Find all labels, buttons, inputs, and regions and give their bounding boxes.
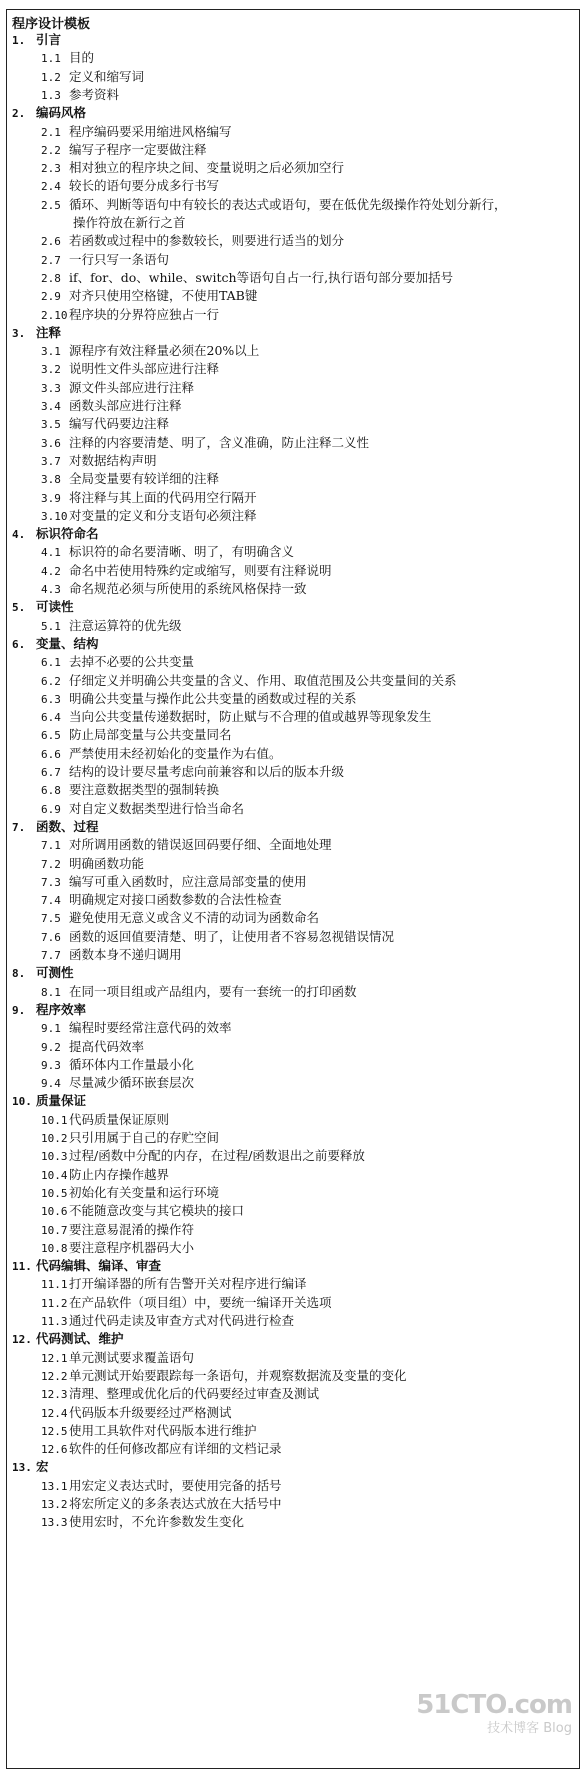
item-number: 13.2 bbox=[41, 1498, 68, 1511]
item-text: 仔细定义并明确公共变量的含义、作用、取值范围及公共变量间的关系 bbox=[69, 673, 457, 688]
section-heading bbox=[12, 527, 99, 542]
item-text: 可测性 bbox=[36, 965, 74, 980]
item-number: 1. bbox=[12, 34, 26, 47]
item-text: 代码质量保证原则 bbox=[69, 1112, 170, 1127]
item-number: 7.7 bbox=[41, 949, 61, 962]
section-heading bbox=[12, 33, 61, 48]
item-text: 清理、整理或优化后的代码要经过审查及测试 bbox=[69, 1386, 320, 1401]
item-number: 11. bbox=[12, 1260, 32, 1273]
item-text: 源文件头部应进行注释 bbox=[69, 380, 195, 395]
list-item bbox=[41, 1314, 294, 1329]
item-text: 软件的任何修改都应有详细的文档记录 bbox=[69, 1441, 282, 1456]
item-number: 12.2 bbox=[41, 1370, 68, 1383]
item-number: 13.3 bbox=[41, 1516, 68, 1529]
item-text: 明确函数功能 bbox=[69, 856, 145, 871]
list-item bbox=[41, 857, 144, 872]
watermark-logo: 51CTO.com bbox=[416, 1690, 572, 1720]
item-text: 去掉不必要的公共变量 bbox=[69, 654, 195, 669]
item-number: 10.3 bbox=[41, 1150, 68, 1163]
item-text: 明确规定对接口函数参数的合法性检查 bbox=[69, 892, 282, 907]
item-number: 6. bbox=[12, 638, 26, 651]
item-text: 目的 bbox=[69, 50, 95, 65]
item-number: 7.1 bbox=[41, 839, 61, 852]
item-text: 严禁使用未经初始化的变量作为右值。 bbox=[69, 746, 282, 761]
item-text: 循环体内工作量最小化 bbox=[69, 1057, 195, 1072]
item-number: 3. bbox=[12, 327, 26, 340]
item-number: 12. bbox=[12, 1333, 32, 1346]
item-text: 命名规范必须与所使用的系统风格保持一致 bbox=[69, 581, 307, 596]
item-number: 3.1 bbox=[41, 345, 61, 358]
item-text: 对变量的定义和分支语句必须注释 bbox=[69, 508, 257, 523]
item-number: 13.1 bbox=[41, 1480, 68, 1493]
item-text: 全局变量要有较详细的注释 bbox=[69, 471, 220, 486]
item-number: 4.1 bbox=[41, 546, 61, 559]
section-heading bbox=[12, 600, 74, 615]
list-item bbox=[41, 1515, 244, 1530]
list-item bbox=[41, 70, 144, 85]
item-number: 6.5 bbox=[41, 729, 61, 742]
item-number: 6.1 bbox=[41, 656, 61, 669]
document-title: 程序设计模板 bbox=[12, 17, 91, 32]
item-text: 在同一项目组或产品组内，要有一套统一的打印函数 bbox=[69, 984, 357, 999]
item-text: 参考资料 bbox=[69, 87, 120, 102]
item-text: 可读性 bbox=[36, 599, 74, 614]
item-text: 要注意程序机器码大小 bbox=[69, 1240, 195, 1255]
list-item bbox=[41, 1497, 282, 1512]
item-number: 6.2 bbox=[41, 675, 61, 688]
item-text: 循环、判断等语句中有较长的表达式或语句，要在低优先级操作符处划分新行， bbox=[69, 197, 507, 212]
section-heading bbox=[12, 637, 99, 652]
item-number: 12.5 bbox=[41, 1425, 68, 1438]
item-number: 2.9 bbox=[41, 290, 61, 303]
item-text: 程序块的分界符应独占一行 bbox=[69, 307, 220, 322]
list-item bbox=[41, 655, 194, 670]
item-text: 注释的内容要清楚、明了，含义准确，防止注释二义性 bbox=[69, 435, 370, 450]
item-text: 不能随意改变与其它模块的接口 bbox=[69, 1203, 245, 1218]
list-item bbox=[41, 179, 219, 194]
list-item-continuation bbox=[41, 216, 186, 230]
list-item bbox=[41, 51, 94, 66]
item-text: 编程时要经常注意代码的效率 bbox=[69, 1020, 232, 1035]
list-item bbox=[41, 765, 344, 780]
item-number: 10.7 bbox=[41, 1224, 68, 1237]
list-item bbox=[41, 1406, 232, 1421]
item-text: 程序编码要采用缩进风格编写 bbox=[69, 124, 232, 139]
list-item bbox=[41, 381, 194, 396]
item-number: 10.4 bbox=[41, 1169, 68, 1182]
list-item bbox=[41, 545, 294, 560]
item-text: 相对独立的程序块之间、变量说明之后必须加空行 bbox=[69, 160, 345, 175]
watermark bbox=[416, 1690, 572, 1736]
item-text: 标识符的命名要清晰、明了，有明确含义 bbox=[69, 544, 295, 559]
item-number: 12.3 bbox=[41, 1388, 68, 1401]
item-text: 对自定义数据类型进行恰当命名 bbox=[69, 801, 245, 816]
item-number: 5. bbox=[12, 601, 26, 614]
list-item bbox=[41, 234, 344, 249]
item-number: 3.8 bbox=[41, 473, 61, 486]
item-number: 2.4 bbox=[41, 180, 61, 193]
list-item bbox=[41, 619, 182, 634]
item-number: 6.3 bbox=[41, 693, 61, 706]
list-item bbox=[41, 674, 457, 689]
item-number: 5.1 bbox=[41, 620, 61, 633]
watermark-caption: 技术博客 Blog bbox=[487, 1721, 572, 1736]
section-heading bbox=[12, 1332, 124, 1347]
list-item bbox=[41, 289, 257, 304]
list-item bbox=[41, 802, 244, 817]
item-text: 在产品软件（项目组）中，要统一编译开关选项 bbox=[69, 1295, 332, 1310]
item-number: 2.7 bbox=[41, 254, 61, 267]
item-number: 3.5 bbox=[41, 418, 61, 431]
item-number: 4.3 bbox=[41, 583, 61, 596]
list-item bbox=[41, 948, 182, 963]
item-text: 明确公共变量与操作此公共变量的函数或过程的关系 bbox=[69, 691, 357, 706]
item-text: 过程/函数中分配的内存，在过程/函数退出之前要释放 bbox=[69, 1148, 365, 1163]
item-text: 若函数或过程中的参数较长，则要进行适当的划分 bbox=[69, 233, 345, 248]
item-number: 9. bbox=[12, 1004, 26, 1017]
item-number: 7.6 bbox=[41, 931, 61, 944]
item-number: 6.9 bbox=[41, 803, 61, 816]
item-number: 2. bbox=[12, 107, 26, 120]
list-item bbox=[41, 1186, 219, 1201]
item-text: 代码版本升级要经过严格测试 bbox=[69, 1405, 232, 1420]
list-item bbox=[41, 1351, 194, 1366]
list-item bbox=[41, 472, 219, 487]
item-number: 10.2 bbox=[41, 1132, 68, 1145]
item-number: 3.3 bbox=[41, 382, 61, 395]
list-item bbox=[41, 509, 257, 524]
item-text: 用宏定义表达式时，要使用完备的括号 bbox=[69, 1478, 282, 1493]
section-heading bbox=[12, 106, 86, 121]
list-item bbox=[41, 911, 319, 926]
list-item bbox=[41, 1021, 232, 1036]
item-number: 1.1 bbox=[41, 52, 61, 65]
list-item bbox=[41, 1131, 219, 1146]
document-frame bbox=[6, 9, 580, 1769]
list-item bbox=[41, 1113, 169, 1128]
item-number: 10. bbox=[12, 1095, 32, 1108]
item-text: 对数据结构声明 bbox=[69, 453, 157, 468]
item-text: 函数的返回值要清楚、明了，让使用者不容易忽视错误情况 bbox=[69, 929, 395, 944]
item-number: 13. bbox=[12, 1461, 32, 1474]
item-text: 防止内存操作越界 bbox=[69, 1167, 170, 1182]
list-item bbox=[41, 728, 232, 743]
item-text: 引言 bbox=[36, 32, 62, 47]
item-text: 只引用属于自己的存贮空间 bbox=[69, 1130, 220, 1145]
item-number: 2.1 bbox=[41, 126, 61, 139]
item-text: 编码风格 bbox=[36, 105, 87, 120]
item-text: 打开编译器的所有告警开关对程序进行编译 bbox=[69, 1276, 307, 1291]
list-item bbox=[41, 362, 219, 377]
item-number: 3.10 bbox=[41, 510, 68, 523]
item-number: 4. bbox=[12, 528, 26, 541]
list-item bbox=[41, 564, 332, 579]
list-item bbox=[41, 399, 182, 414]
list-item bbox=[41, 1204, 244, 1219]
item-text: 函数本身不递归调用 bbox=[69, 947, 182, 962]
item-number: 8.1 bbox=[41, 986, 61, 999]
list-item bbox=[41, 930, 394, 945]
item-number: 6.7 bbox=[41, 766, 61, 779]
item-text: 较长的语句要分成多行书写 bbox=[69, 178, 220, 193]
section-heading bbox=[12, 1460, 49, 1475]
item-text: 通过代码走读及审查方式对代码进行检查 bbox=[69, 1313, 295, 1328]
list-item bbox=[41, 783, 219, 798]
item-number: 6.8 bbox=[41, 784, 61, 797]
item-text: 函数头部应进行注释 bbox=[69, 398, 182, 413]
item-text: 一行只写一条语句 bbox=[69, 252, 170, 267]
list-item bbox=[41, 582, 307, 597]
item-number: 7.4 bbox=[41, 894, 61, 907]
item-number: 3.6 bbox=[41, 437, 61, 450]
item-number: 9.1 bbox=[41, 1022, 61, 1035]
item-number: 10.8 bbox=[41, 1242, 68, 1255]
list-item bbox=[41, 1277, 307, 1292]
item-text: 使用工具软件对代码版本进行维护 bbox=[69, 1423, 257, 1438]
item-text: 将注释与其上面的代码用空行隔开 bbox=[69, 490, 257, 505]
list-item bbox=[41, 344, 259, 359]
item-text: 注释 bbox=[36, 325, 62, 340]
item-number: 2.2 bbox=[41, 144, 61, 157]
item-number: 8. bbox=[12, 967, 26, 980]
item-number: 9.4 bbox=[41, 1077, 61, 1090]
list-item bbox=[41, 161, 344, 176]
item-number: 12.1 bbox=[41, 1352, 68, 1365]
item-number: 4.2 bbox=[41, 565, 61, 578]
list-item bbox=[41, 271, 453, 286]
list-item bbox=[41, 454, 157, 469]
item-text: 质量保证 bbox=[36, 1093, 87, 1108]
list-item bbox=[41, 1387, 319, 1402]
list-item bbox=[41, 985, 357, 1000]
item-text: 函数、过程 bbox=[36, 819, 99, 834]
item-text: 注意运算符的优先级 bbox=[69, 618, 182, 633]
item-number: 3.7 bbox=[41, 455, 61, 468]
item-number: 11.2 bbox=[41, 1297, 68, 1310]
item-text: 说明性文件头部应进行注释 bbox=[69, 361, 220, 376]
item-text: 避免使用无意义或含义不清的动词为函数命名 bbox=[69, 910, 320, 925]
item-number: 1.2 bbox=[41, 71, 61, 84]
item-number: 10.5 bbox=[41, 1187, 68, 1200]
item-number: 9.3 bbox=[41, 1059, 61, 1072]
list-item bbox=[41, 1241, 194, 1256]
item-number: 3.9 bbox=[41, 492, 61, 505]
section-heading bbox=[12, 326, 61, 341]
item-number: 2.8 bbox=[41, 272, 61, 285]
item-number: 7.2 bbox=[41, 858, 61, 871]
item-number: 2.3 bbox=[41, 162, 61, 175]
item-number: 10.6 bbox=[41, 1205, 68, 1218]
list-item bbox=[41, 88, 119, 103]
item-number: 7. bbox=[12, 821, 26, 834]
item-number: 2.6 bbox=[41, 235, 61, 248]
item-text: 要注意易混淆的操作符 bbox=[69, 1222, 195, 1237]
list-item bbox=[41, 838, 332, 853]
item-text: 单元测试开始要跟踪每一条语句，并观察数据流及变量的变化 bbox=[69, 1368, 407, 1383]
list-item bbox=[41, 893, 282, 908]
list-item bbox=[41, 1296, 332, 1311]
item-text: 操作符放在新行之首 bbox=[73, 215, 186, 230]
item-text: 源程序有效注释量必须在20%以上 bbox=[69, 343, 260, 358]
item-number: 2.5 bbox=[41, 199, 61, 212]
item-text: 提高代码效率 bbox=[69, 1039, 145, 1054]
item-number: 1.3 bbox=[41, 89, 61, 102]
list-item bbox=[41, 1149, 365, 1164]
item-text: 程序效率 bbox=[36, 1002, 87, 1017]
item-text: 对所调用函数的错误返回码要仔细、全面地处理 bbox=[69, 837, 332, 852]
section-heading bbox=[12, 1003, 86, 1018]
item-number: 11.3 bbox=[41, 1315, 68, 1328]
item-text: 命名中若使用特殊约定或缩写，则要有注释说明 bbox=[69, 563, 332, 578]
item-number: 12.4 bbox=[41, 1407, 68, 1420]
item-text: 定义和缩写词 bbox=[69, 69, 145, 84]
list-item bbox=[41, 436, 369, 451]
item-text: if、for、do、while、switch等语句自占一行,执行语句部分要加括号 bbox=[69, 270, 454, 285]
list-item bbox=[41, 1223, 194, 1238]
item-number: 6.6 bbox=[41, 748, 61, 761]
item-number: 7.5 bbox=[41, 912, 61, 925]
section-heading bbox=[12, 966, 74, 981]
item-number: 11.1 bbox=[41, 1278, 68, 1291]
list-item bbox=[41, 875, 307, 890]
list-item bbox=[41, 1442, 282, 1457]
item-text: 防止局部变量与公共变量同名 bbox=[69, 727, 232, 742]
list-item bbox=[41, 253, 169, 268]
list-item bbox=[41, 747, 282, 762]
list-item bbox=[41, 1040, 144, 1055]
item-text: 使用宏时，不允许参数发生变化 bbox=[69, 1514, 245, 1529]
item-number: 10.1 bbox=[41, 1114, 68, 1127]
section-heading bbox=[12, 1259, 161, 1274]
item-text: 要注意数据类型的强制转换 bbox=[69, 782, 220, 797]
list-item bbox=[41, 1369, 407, 1384]
item-number: 3.2 bbox=[41, 363, 61, 376]
item-text: 对齐只使用空格键，不使用TAB键 bbox=[69, 288, 258, 303]
item-text: 将宏所定义的多条表达式放在大括号中 bbox=[69, 1496, 282, 1511]
list-item bbox=[41, 198, 507, 213]
list-item bbox=[41, 1424, 257, 1439]
item-text: 代码测试、维护 bbox=[36, 1331, 124, 1346]
item-text: 宏 bbox=[36, 1459, 49, 1474]
item-number: 2.10 bbox=[41, 309, 68, 322]
list-item bbox=[41, 1168, 169, 1183]
item-text: 编写子程序一定要做注释 bbox=[69, 142, 207, 157]
list-item bbox=[41, 710, 432, 725]
item-number: 9.2 bbox=[41, 1041, 61, 1054]
item-text: 标识符命名 bbox=[36, 526, 99, 541]
item-text: 变量、结构 bbox=[36, 636, 99, 651]
item-text: 编写代码要边注释 bbox=[69, 416, 170, 431]
item-number: 3.4 bbox=[41, 400, 61, 413]
list-item bbox=[41, 417, 169, 432]
section-heading bbox=[12, 820, 99, 835]
list-item bbox=[41, 143, 207, 158]
list-item bbox=[41, 1076, 194, 1091]
section-heading bbox=[12, 1094, 86, 1109]
list-item bbox=[41, 491, 257, 506]
item-text: 编写可重入函数时，应注意局部变量的使用 bbox=[69, 874, 307, 889]
item-number: 7.3 bbox=[41, 876, 61, 889]
item-text: 代码编辑、编译、审查 bbox=[36, 1258, 162, 1273]
item-text: 当向公共变量传递数据时，防止赋与不合理的值或越界等现象发生 bbox=[69, 709, 432, 724]
item-text: 初始化有关变量和运行环境 bbox=[69, 1185, 220, 1200]
list-item bbox=[41, 308, 219, 323]
item-text: 结构的设计要尽量考虑向前兼容和以后的版本升级 bbox=[69, 764, 345, 779]
list-item bbox=[41, 692, 357, 707]
item-number: 6.4 bbox=[41, 711, 61, 724]
item-text: 单元测试要求覆盖语句 bbox=[69, 1350, 195, 1365]
list-item bbox=[41, 1479, 282, 1494]
list-item bbox=[41, 1058, 194, 1073]
item-number: 12.6 bbox=[41, 1443, 68, 1456]
list-item bbox=[41, 125, 232, 140]
item-text: 尽量减少循环嵌套层次 bbox=[69, 1075, 195, 1090]
